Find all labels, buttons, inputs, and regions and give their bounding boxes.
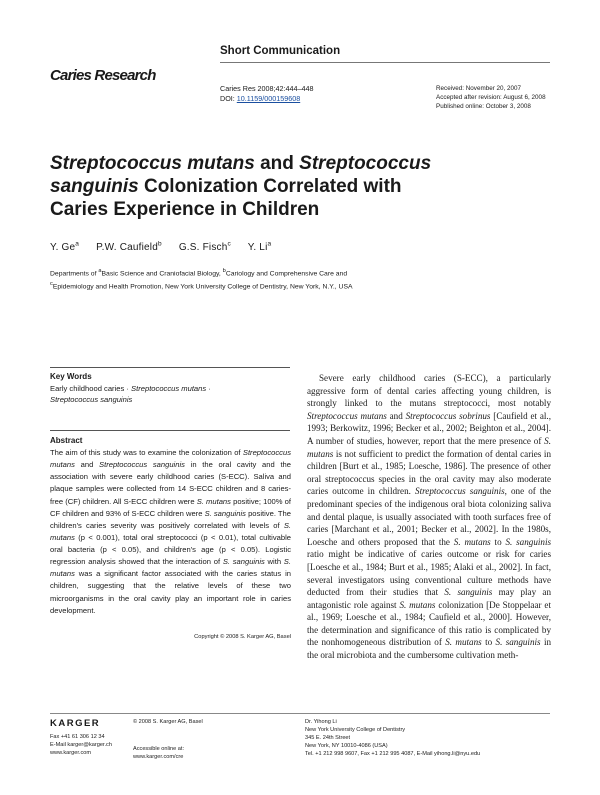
online-access xyxy=(133,745,184,761)
author: Y. Li$^a$ xyxy=(247,241,272,254)
abstract-copyright: Copyright © 2008 S. Karger AG, Basel xyxy=(194,634,291,640)
citation: Caries Res 2008;42:444–448 xyxy=(220,84,314,93)
section-label: Short Communication xyxy=(220,45,341,57)
footer-rule xyxy=(50,713,550,714)
author-name: Dr. Yihong Li xyxy=(305,719,337,725)
publisher-fax: Fax +41 61 306 12 34 xyxy=(50,734,105,740)
corresponding-author xyxy=(305,718,480,758)
publisher-website[interactable]: www.karger.com xyxy=(50,750,92,756)
doi-line: DOI: 10.1159/000159608 xyxy=(220,94,301,103)
publication-dates xyxy=(436,84,546,111)
author-list xyxy=(50,241,285,253)
publisher-logo: KARGER xyxy=(50,718,101,729)
author-contact: Tel. +1 212 998 9607, Fax +1 212 995 4087, E-Mail yihong.li@nyu.edu xyxy=(305,751,481,757)
author-institution: New York University College of Dentistry xyxy=(305,727,406,733)
header-rule xyxy=(220,62,550,63)
journal-logo: Caries Research xyxy=(50,67,156,84)
author-address: 345 E. 24th Street xyxy=(305,735,351,741)
abstract-text: The aim of this study was to examine the colonization of Streptococcus mutans and Streptococcus sanguinis in the oral cavity and the association with severe early childhood caries (S-ECC). Saliva and plaque samples were collected from 14 S-ECC children and 8 caries-free (CF) children. All S-ECC children were S. mutans positive; 100% of CF children and 93% of S-ECC children were S. sanguinis positive. The children's caries severity was positively correlated with levels of S. mutans (p < 0.001), total oral streptococci (p < 0.01), total cultivable oral bacteria (p < 0.05), and children's age (p < 0.05). Logistic regression analysis showed that the interaction of S. sanguinis with S. mutans was a significant factor associated with the caries status in children, suggesting that the relative levels of these two microorganisms in the oral cavity play an important role in caries development. xyxy=(50,448,292,615)
author-city: New York, NY 10010-4086 (USA) xyxy=(305,743,388,749)
received-date: Received: November 20, 2007 xyxy=(436,85,522,92)
affiliations: Departments of $^a$Basic Science and Craniofacial Biology, $^b$Cariology and Comprehensive Care and $^c$Epidemiology and Health Promotion, New York University College of Dentistry, New York, N.Y., USA xyxy=(50,268,353,291)
publisher-email[interactable]: E-Mail karger@karger.ch xyxy=(50,742,112,748)
accepted-date: Accepted after revision: August 6, 2008 xyxy=(436,94,546,101)
keywords-rule xyxy=(50,367,290,368)
doi-link[interactable]: 10.1159/000159608 xyxy=(236,94,301,103)
keywords-heading: Key Words xyxy=(50,372,92,381)
published-date: Published online: October 3, 2008 xyxy=(436,103,531,110)
access-url[interactable]: www.karger.com/cre xyxy=(133,754,184,760)
abstract-heading: Abstract xyxy=(50,436,83,445)
author: P.W. Caufield$^b$ xyxy=(96,241,162,254)
article-title: Streptococcus mutans and Streptococcus sanguinis Colonization Correlated with Caries Experience in Children xyxy=(50,153,432,220)
keywords-list: Early childhood caries · Streptococcus mutans · Streptococcus sanguinis xyxy=(50,384,211,404)
abstract-rule xyxy=(50,430,290,431)
access-label: Accessible online at: xyxy=(133,746,184,752)
citation-block xyxy=(220,84,314,104)
body-paragraph: Severe early childhood caries (S-ECC), a particularly aggressive form of dental caries affecting young children, is strongly linked to the mutans streptococci, most notably Streptococcus mutans and Streptococcus sobrinus [Caufield et al., 1993; Berkowitz, 1996; Becker et al., 2002; Beighton et al., 2004]. A number of studies, however, report that the mere presence of S. mutans is not sufficient to predict the formation of dental caries in children [Burt et al., 1985; Loesche, 1986]. The presence of other oral streptococcus species in the oral cavity may also moderate caries outcome in children. Streptococcus sanguinis, one of the predominant species of the indigenous oral biota colonizing saliva and dental plaque, is usually associated with tooth surfaces free of caries [Marchant et al., 2001; Becker et al., 2002]. In the 1980s, Loesche and others proposed that the S. mutans to S. sanguinis ratio might be indicative of caries outcome or risk for caries [Loesche et al., 1984; Burt et al., 1985; Alaki et al., 2002]. In fact, several investigators using conventional culture methods have deducted from their studies that S. sanguinis may play an antagonistic role against S. mutans colonization [De Stoppelaar et al., 1969; Loesche et al., 1984; Caufield et al., 2000]. However, the determination and significance of this ratio is complicated by the nonhomogeneous distribution of S. mutans to S. sanguinis in the oral microbiota and the cumbersome cultivation meth- xyxy=(307,373,552,661)
publisher-contact xyxy=(50,733,112,757)
author: Y. Ge$^a$ xyxy=(50,241,80,254)
footer-copyright: © 2008 S. Karger AG, Basel xyxy=(133,719,203,725)
author: G.S. Fisch$^c$ xyxy=(178,241,231,254)
